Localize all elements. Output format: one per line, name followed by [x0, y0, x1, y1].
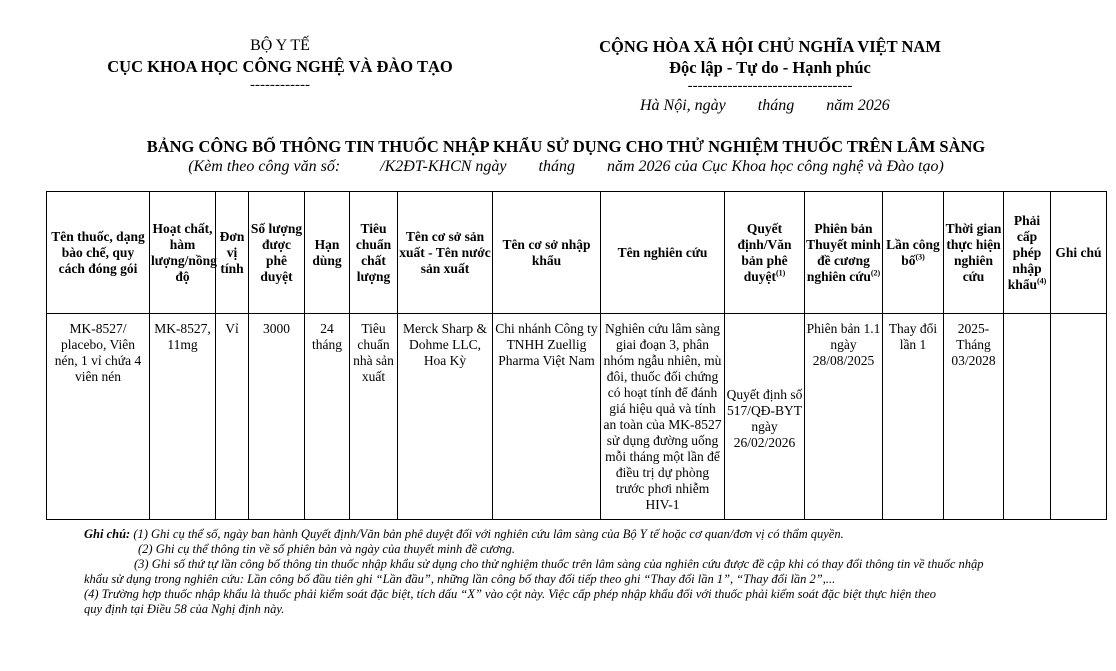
document-subtitle: (Kèm theo công văn số: /K2ĐT-KHCN ngày tháng năm 2026 của Cục Khoa học công nghệ và Đào tạo): [188, 158, 944, 175]
cell-unit: Vỉ: [216, 314, 249, 520]
header-approval: Quyết định/Văn bản phê duyệt$^{(1)}$: [725, 192, 805, 314]
department-name: CỤC KHOA HỌC CÔNG NGHỆ VÀ ĐÀO TẠO: [107, 57, 453, 76]
ministry-name: BỘ Y TẾ: [250, 37, 310, 54]
drug-table: [46, 191, 1107, 520]
cell-manufacturer: Merck Sharp & Dohme LLC, Hoa Kỳ: [398, 314, 493, 520]
header-active: Hoạt chất, hàm lượng/nồng độ: [150, 192, 216, 314]
header-period: Thời gian thực hiện nghiên cứu: [944, 192, 1004, 314]
cell-permit: [1004, 314, 1051, 520]
footnote-1: Ghi chú: (1) Ghi cụ thể số, ngày ban hành Quyết định/Văn bản phê duyệt đối với nghiên cứu lâm sàng của Bộ Y tế hoặc cơ quan/đơn vị có thẩm quyền.: [84, 527, 844, 541]
cell-expiry: 24 tháng: [305, 314, 350, 520]
footnote-marker: (4): [1036, 276, 1047, 285]
cell-note: [1051, 314, 1107, 520]
footnote-marker: (3): [915, 252, 925, 261]
cell-quantity: 3000: [249, 314, 305, 520]
cell-active: MK-8527, 11mg: [150, 314, 216, 520]
header-permit: Phải cấp phép nhập khẩu$^{(4)}$: [1004, 192, 1051, 314]
left-separator: ------------: [250, 77, 310, 93]
national-motto: Độc lập - Tự do - Hạnh phúc: [669, 58, 871, 77]
header-drug: Tên thuốc, dạng bào chế, quy cách đóng gói: [47, 192, 150, 314]
header-note: Ghi chú: [1051, 192, 1107, 314]
header-unit: Đơn vị tính: [216, 192, 249, 314]
cell-study: Nghiên cứu lâm sàng giai đoạn 3, phân nhóm ngẫu nhiên, mù đôi, thuốc đối chứng có hoạt tính để đánh giá hiệu quả và tính an toàn của MK-8527 sử dụng đường uống mỗi tháng một lần để điều trị dự phòng trước phơi nhiễm HIV-1: [601, 314, 725, 520]
cell-period: 2025- Tháng 03/2028: [944, 314, 1004, 520]
footnote-3: (3) Ghi số thứ tự lần công bố thông tin thuốc nhập khẩu sử dụng cho thử nghiệm thuốc trên lâm sàng của nghiên cứu được đề cập khi có thay đổi thông tin về thuốc nhập: [134, 557, 984, 571]
footnotes: [84, 527, 1074, 617]
header-standard: Tiêu chuẩn chất lượng: [350, 192, 398, 314]
right-separator: ---------------------------------: [687, 78, 853, 94]
cell-importer: Chi nhánh Công ty TNHH Zuellig Pharma Việt Nam: [493, 314, 601, 520]
country-name: CỘNG HÒA XÃ HỘI CHỦ NGHĨA VIỆT NAM: [599, 37, 941, 56]
footnote-marker: (1): [775, 268, 786, 277]
footnote-3-continued: khẩu sử dụng trong nghiên cứu: Lần công bố đầu tiên ghi “Lần đầu”, những lần công bố thay đổi tiếp theo ghi “Thay đổi lần 1”, “Thay đổi lần 2”,...: [84, 572, 836, 586]
header-study: Tên nghiên cứu: [601, 192, 725, 314]
cell-publication: Thay đổi lần 1: [883, 314, 944, 520]
footnote-2: (2) Ghi cụ thể thông tin về số phiên bản và ngày của thuyết minh đề cương.: [138, 542, 515, 556]
document-title: BẢNG CÔNG BỐ THÔNG TIN THUỐC NHẬP KHẨU SỬ DỤNG CHO THỬ NGHIỆM THUỐC TRÊN LÂM SÀNG: [146, 137, 986, 156]
cell-protocol: Phiên bản 1.1 ngày 28/08/2025: [805, 314, 883, 520]
cell-standard: Tiêu chuẩn nhà sản xuất: [350, 314, 398, 520]
footnote-4-continued: quy định tại Điều 58 của Nghị định này.: [84, 602, 285, 616]
footnote-4: (4) Trường hợp thuốc nhập khẩu là thuốc phải kiểm soát đặc biệt, tích dấu “X” vào cột này. Việc cấp phép nhập khẩu đối với thuốc phải kiểm soát đặc biệt thực hiện theo: [84, 587, 937, 601]
table-row: [47, 314, 1107, 520]
header-protocol: Phiên bản Thuyết minh đề cương nghiên cứu$^{(2)}$: [805, 192, 883, 314]
header-publication: Lần công bố$^{(3)}$: [883, 192, 944, 314]
header-importer: Tên cơ sở nhập khẩu: [493, 192, 601, 314]
table-header-row: [47, 192, 1107, 314]
date-line: Hà Nội, ngày tháng năm 2026: [640, 97, 890, 114]
header-quantity: Số lượng được phê duyệt: [249, 192, 305, 314]
header-manufacturer: Tên cơ sở sản xuất - Tên nước sản xuất: [398, 192, 493, 314]
cell-drug: MK-8527/ placebo, Viên nén, 1 vỉ chứa 4 viên nén: [47, 314, 150, 520]
cell-approval: Quyết định số 517/QĐ-BYT ngày 26/02/2026: [725, 314, 805, 520]
header-expiry: Hạn dùng: [305, 192, 350, 314]
notes-label: Ghi chú:: [84, 527, 131, 541]
footnote-marker: (2): [870, 268, 881, 277]
